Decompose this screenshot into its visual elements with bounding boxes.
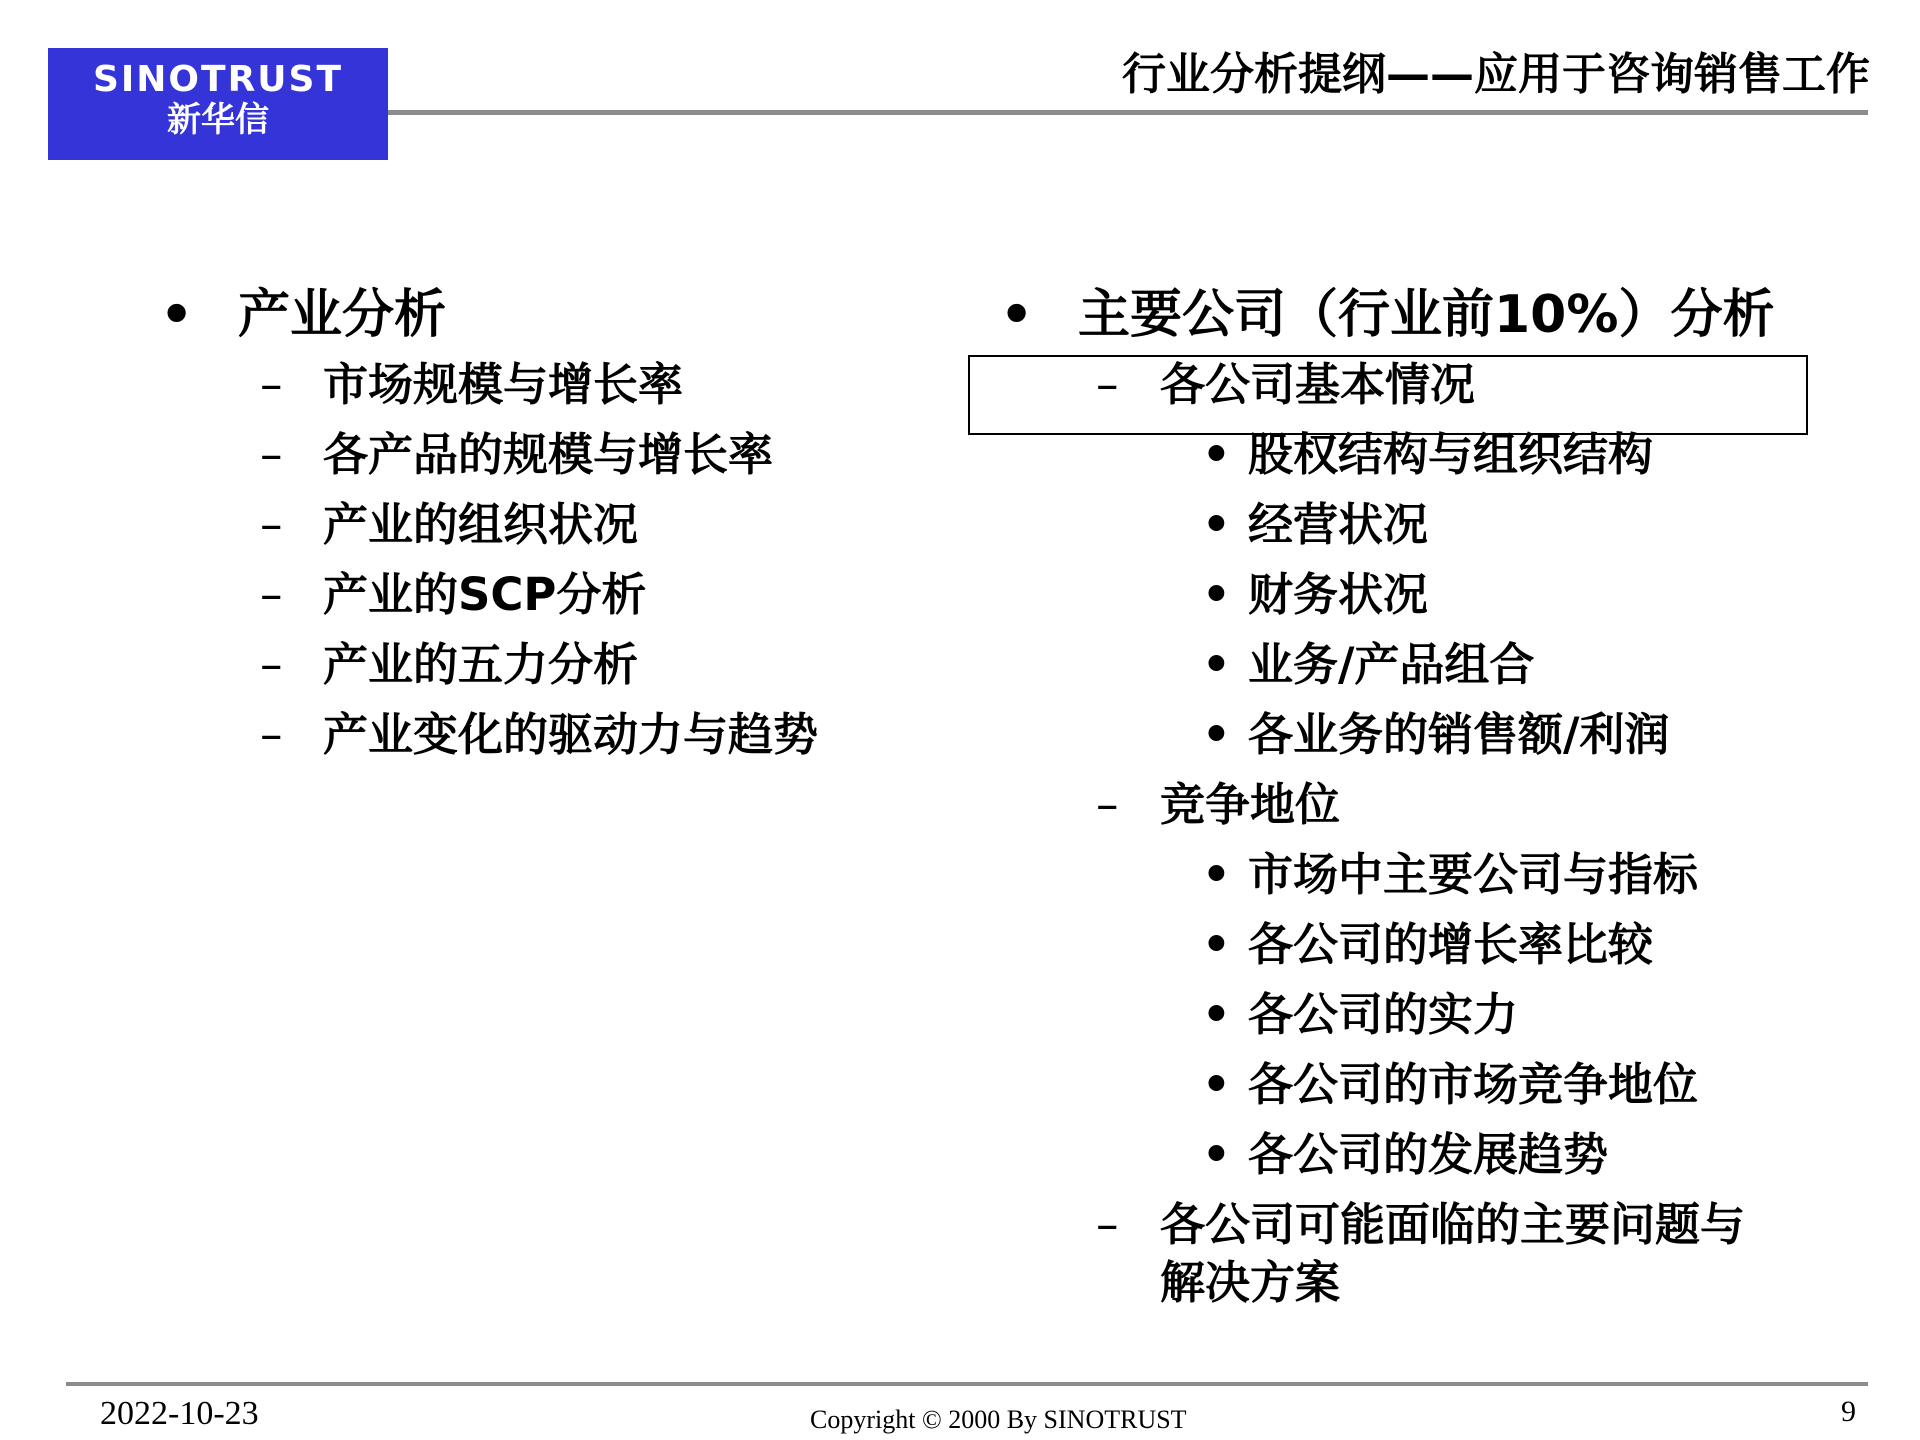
list-item-text: 产业变化的驱动力与趋势 (323, 708, 819, 761)
footer-divider (66, 1382, 1868, 1386)
list-item-text: 各公司的实力 (1248, 988, 1519, 1041)
bullet-marker: • (1202, 848, 1231, 901)
footer-copyright: Copyright © 2000 By SINOTRUST (810, 1405, 1187, 1434)
dash-marker: – (1096, 358, 1119, 411)
list-item-text: 产业的五力分析 (323, 638, 639, 691)
list-item-text: 各产品的规模与增长率 (323, 428, 774, 481)
list-item-text: 各公司的市场竞争地位 (1248, 1058, 1699, 1111)
dash-marker: – (260, 428, 283, 481)
dash-marker: – (260, 638, 283, 691)
left-heading: 产业分析 (238, 285, 447, 345)
section-label: 各公司可能面临的主要问题与解决方案 (1160, 1198, 1746, 1309)
bullet-marker: • (1202, 1058, 1231, 1111)
list-item-text: 股权结构与组织结构 (1248, 428, 1654, 481)
list-item-text: 各业务的销售额/利润 (1248, 708, 1670, 761)
list-item-text: 业务/产品组合 (1248, 638, 1535, 691)
list-item-text: 市场中主要公司与指标 (1248, 848, 1699, 901)
list-item-text: 各公司的发展趋势 (1248, 1128, 1609, 1181)
dash-marker: – (260, 708, 283, 761)
right-heading: 主要公司（行业前10%）分析 (1078, 285, 1775, 345)
section-label: 竞争地位 (1160, 778, 1341, 831)
bullet-marker: • (1202, 988, 1231, 1041)
logo-name-cn: 新华信 (167, 100, 269, 140)
logo-name-en: SINOTRUST (92, 59, 344, 100)
list-item-text: 财务状况 (1248, 568, 1429, 621)
bullet-marker: • (1202, 638, 1231, 691)
bullet-marker: • (1000, 285, 1034, 345)
slide-title: 行业分析提纲——应用于咨询销售工作 (1122, 49, 1870, 100)
bullet-marker: • (1202, 568, 1231, 621)
section-label: 各公司基本情况 (1160, 358, 1476, 411)
bullet-marker: • (1202, 708, 1231, 761)
bullet-marker: • (160, 285, 194, 345)
dash-marker: – (1096, 1198, 1119, 1251)
bullet-marker: • (1202, 1128, 1231, 1181)
bullet-marker: • (1202, 428, 1231, 481)
list-item-text: 产业的SCP分析 (323, 568, 647, 621)
footer-date: 2022-10-23 (100, 1395, 259, 1432)
list-item-text: 市场规模与增长率 (323, 358, 684, 411)
dash-marker: – (260, 568, 283, 621)
header-divider (388, 110, 1868, 115)
list-item-text: 各公司的增长率比较 (1248, 918, 1654, 971)
bullet-marker: • (1202, 918, 1231, 971)
page-number: 9 (1841, 1395, 1856, 1428)
dash-marker: – (260, 498, 283, 551)
dash-marker: – (260, 358, 283, 411)
bullet-marker: • (1202, 498, 1231, 551)
list-item-text: 产业的组织状况 (323, 498, 639, 551)
sinotrust-logo (48, 48, 388, 160)
dash-marker: – (1096, 778, 1119, 831)
list-item-text: 经营状况 (1248, 498, 1429, 551)
